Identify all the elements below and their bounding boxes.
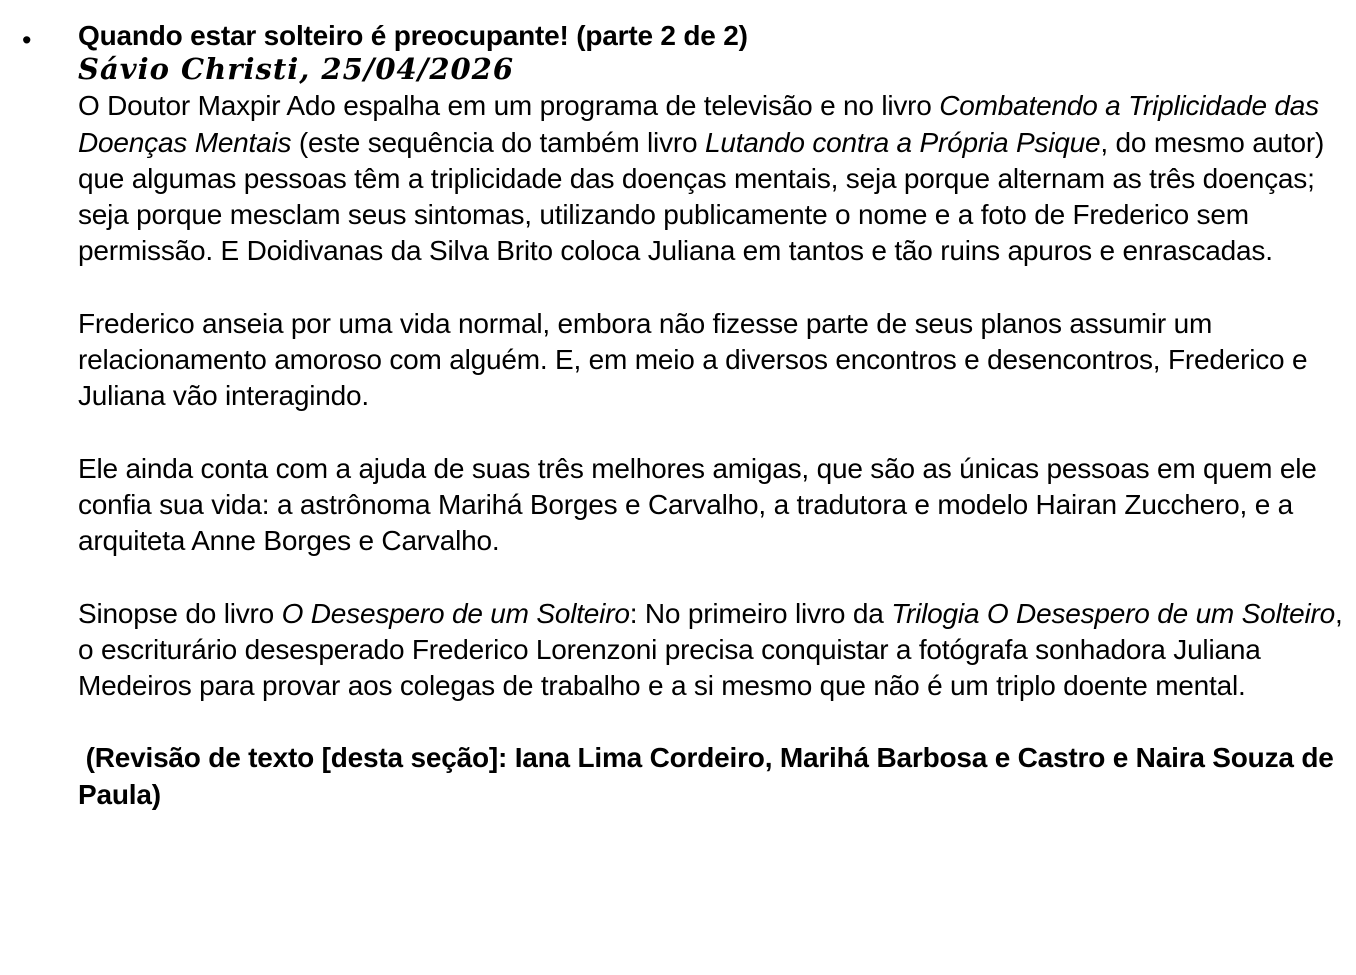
paragraph-2-text: Frederico anseia por uma vida normal, embora não fizesse parte de seus planos assumir um relacionamento amoroso com alguém. E, em meio a diversos encontros e desencontros, Frederico e Juliana vão interagindo. <box>78 307 1308 412</box>
revision-credit: (Revisão de texto [desta seção]: Iana Lima Cordeiro, Marihá Barbosa e Castro e Naira Souza de Paula) <box>78 742 1342 810</box>
article-title: Quando estar solteiro é preocupante! (parte 2 de 2) <box>78 20 748 51</box>
paragraph-4-text: Sinopse do livro <box>78 597 282 629</box>
bullet-marker: • <box>22 25 32 55</box>
book-title-lutando: Lutando contra a Própria Psique <box>704 126 1101 158</box>
paragraph-3-text: Ele ainda conta com a ajuda de suas três melhores amigas, que são as únicas pessoas em quem ele confia sua vida: a astrônoma Marihá Borges e Carvalho, a tradutora e modelo Hairan Zucchero, e a arquiteta Anne Borges e Carvalho. <box>78 452 1317 557</box>
paragraph-4-text: , o escriturário desesperado Frederico Lorenzoni precisa conquistar a fotógrafa sonhadora Juliana Medeiros para provar aos colegas de trabalho e a si mesmo que não é um triplo doente mental. <box>78 597 1343 702</box>
paragraph-2 <box>78 306 1346 415</box>
book-title-combatendo: Combatendo a Triplicidade das Doenças Mentais <box>78 90 1319 158</box>
book-title-desespero: O Desespero de um Solteiro <box>281 597 630 629</box>
paragraph-4 <box>78 596 1346 705</box>
slide-content <box>78 18 1346 813</box>
paragraph-3 <box>78 451 1346 560</box>
author-date-byline: Sávio Christi, 25/04/2026 <box>78 52 515 87</box>
paragraph-1-text: , do mesmo autor) que algumas pessoas têm a triplicidade das doenças mentais, seja porque alternam as três doenças; seja porque mesclam seus sintomas, utilizando publicamente o nome e a foto de Frederico sem permissão. E Doidivanas da Silva Brito coloca Juliana em tantos e tão ruins apuros e enrascadas. <box>78 126 1325 267</box>
trilogy-title: Trilogia O Desespero de um Solteiro <box>891 597 1335 629</box>
paragraph-1 <box>78 88 1346 269</box>
paragraph-1-text: O Doutor Maxpir Ado espalha em um programa de televisão e no livro <box>78 90 940 122</box>
paragraph-1-text: (este sequência do também livro <box>291 126 705 158</box>
paragraph-4-text: : No primeiro livro da <box>629 597 892 629</box>
